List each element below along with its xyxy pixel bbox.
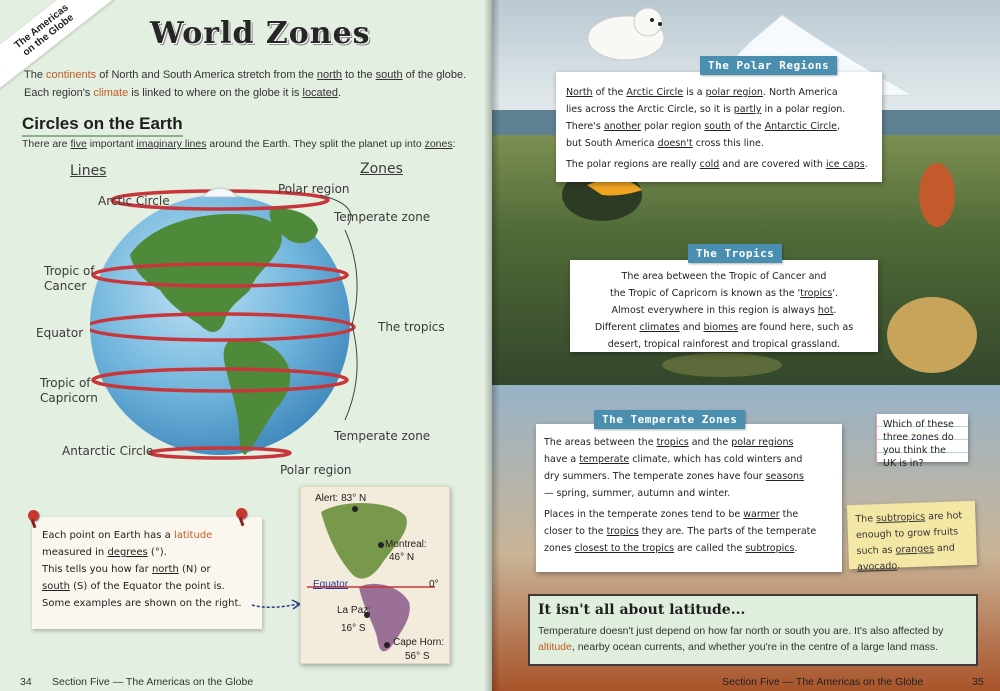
info-box-text: Temperature doesn't just depend on how far north or south you are. It's also affected by: [538, 625, 944, 637]
panel-text: dry summers. The temperate zones have four: [544, 471, 763, 482]
map-label-cape-horn: Cape Horn:: [393, 637, 445, 648]
keyword-biomes: biomes: [703, 322, 739, 333]
keyword-polar-region: polar region: [705, 87, 763, 98]
intro-text-part: of the globe.: [405, 69, 467, 81]
intro-text-part: Each region's: [24, 87, 91, 99]
panel-text: they are. The parts of the temperate: [641, 526, 817, 537]
map-label-montreal-lat: 46° N: [389, 552, 415, 563]
label-antarctic-circle: Antarctic Circle: [62, 444, 154, 458]
tropics-title: The Tropics: [688, 244, 782, 263]
note-text: (S) of the Equator the point is.: [73, 581, 225, 592]
keyword-polar-regions: polar regions: [731, 437, 794, 448]
keyword-oranges: oranges: [895, 543, 935, 556]
arrow-icon: [250, 598, 302, 612]
panel-text: but South America: [566, 138, 655, 149]
map-label-alert: Alert: 83° N: [315, 493, 367, 504]
panel-text: and: [682, 322, 701, 333]
keyword-closest-to-tropics: closest to the tropics: [574, 543, 675, 554]
latitude-note: [32, 517, 262, 629]
sticky-text: and: [936, 542, 956, 555]
panel-text: Places in the temperate zones tend to be: [544, 509, 741, 520]
label-arctic-circle: Arctic Circle: [98, 194, 170, 208]
label-temperate-zone-south: Temperate zone: [334, 429, 431, 443]
keyword-partly: partly: [733, 104, 762, 115]
note-text: Some examples are shown on the right.: [42, 598, 242, 609]
subtitle-part: :: [452, 138, 456, 150]
label-temperate-zone-north: Temperate zone: [334, 210, 431, 224]
map-label-montreal: Montreal:: [385, 539, 427, 550]
keyword-tropics: tropics: [800, 288, 833, 299]
panel-text: The area between the Tropic of Cancer and: [621, 271, 827, 282]
panel-text: Almost everywhere in this region is always: [611, 305, 815, 316]
pushpin-icon: [28, 510, 39, 521]
keyword-imaginary-lines: imaginary lines: [136, 138, 207, 150]
pushpin-icon: [236, 508, 247, 519]
intro-text-part: of North and South America stretch from the: [99, 69, 314, 81]
info-box-title: It isn't all about latitude...: [538, 602, 746, 618]
page-title: World Zones: [150, 16, 371, 51]
map-label-la-paz-lat: 16° S: [341, 623, 366, 634]
map-label-zero-degrees: 0°: [429, 579, 439, 590]
page-number-right: 35: [972, 676, 984, 688]
panel-text: and the: [691, 437, 729, 448]
footer-section-right: Section Five — The Americas on the Globe: [722, 676, 924, 688]
note-text: (°).: [150, 547, 167, 558]
info-box-text: , nearby ocean currents, and whether you're in the centre of a large land mass.: [571, 641, 939, 653]
panel-text: are found here, such as: [741, 322, 854, 333]
keyword-arctic-circle: Arctic Circle: [626, 87, 684, 98]
panel-text: desert, tropical rainforest and tropical grassland.: [607, 339, 841, 350]
page-number-left: 34: [20, 676, 32, 688]
panel-text: ,: [836, 121, 840, 132]
panel-text: .: [794, 543, 798, 554]
keyword-altitude: altitude: [538, 641, 572, 653]
keyword-subtropics: subtropics: [745, 543, 795, 554]
panel-text: polar region: [644, 121, 702, 132]
keyword-subtropics: subtropics: [875, 511, 926, 525]
panel-text: . North America: [762, 87, 838, 98]
panel-text: zones: [544, 543, 572, 554]
label-equator: Equator: [36, 326, 84, 340]
map-label-la-paz: La Paz:: [337, 605, 371, 616]
keyword-zones: zones: [424, 138, 453, 150]
zones-header: Zones: [360, 161, 403, 177]
subtitle-part: around the Earth. They split the planet up into: [209, 138, 422, 150]
tropics-panel: [570, 260, 878, 352]
note-text: (N) or: [181, 564, 211, 575]
intro-text-part: The: [24, 69, 43, 81]
map-label-cape-horn-lat: 56° S: [405, 651, 430, 662]
keyword-avocado: avocado: [856, 560, 898, 573]
book-gutter: [484, 0, 500, 691]
panel-text: There's: [566, 121, 601, 132]
keyword-five: five: [70, 138, 87, 150]
panel-text: closer to the: [544, 526, 604, 537]
intro-text-part: is linked to where on the globe it is: [131, 87, 300, 99]
label-the-tropics: The tropics: [378, 320, 445, 334]
panel-text: '.: [832, 288, 838, 299]
question-note: Which of these three zones do you think the UK is in?: [876, 414, 968, 462]
label-tropic-of-capricorn: Tropic of Capricorn: [40, 376, 98, 405]
sticky-text: are hot enough to grow fruits such as: [855, 510, 963, 557]
panel-text: lies across the Arctic Circle, so it is: [566, 104, 731, 115]
lines-header: Lines: [70, 163, 107, 179]
keyword-north: North: [566, 87, 593, 98]
keyword-antarctic-circle: Antarctic Circle: [764, 121, 837, 132]
label-polar-region-south: Polar region: [280, 463, 352, 477]
map-label-equator: Equator: [313, 579, 349, 590]
keyword-seasons: seasons: [765, 471, 804, 482]
keyword-another: another: [603, 121, 641, 132]
section-subtitle: [22, 138, 492, 150]
panel-text: The polar regions are really: [566, 159, 697, 170]
keyword-latitude: latitude: [173, 530, 213, 541]
keyword-cold: cold: [699, 159, 720, 170]
intro-text-part: .: [337, 87, 342, 99]
keyword-north: north: [316, 69, 342, 81]
panel-text: climate, which has cold winters and: [632, 454, 803, 465]
keyword-tropics: tropics: [606, 526, 639, 537]
panel-text: cross this line.: [695, 138, 764, 149]
panel-text: .: [833, 305, 837, 316]
globe-diagram: [90, 175, 370, 475]
corner-tab-label: The Americas on the Globe: [12, 2, 76, 59]
keyword-warmer: warmer: [743, 509, 780, 520]
keyword-tropics: tropics: [656, 437, 689, 448]
keyword-continents: continents: [46, 69, 97, 81]
sticky-text: .: [896, 560, 901, 572]
panel-text: are called the: [677, 543, 743, 554]
note-text: Each point on Earth has a: [42, 530, 171, 541]
panel-text: of the: [595, 87, 624, 98]
panel-text: the: [782, 509, 799, 520]
note-text: measured in: [42, 547, 105, 558]
temperate-zones-panel: [536, 424, 842, 572]
keyword-doesnt: doesn't: [657, 138, 693, 149]
keyword-climates: climates: [639, 322, 680, 333]
polar-bear-icon: [578, 4, 668, 64]
section-title: Circles on the Earth: [22, 114, 183, 137]
panel-text: of the: [733, 121, 762, 132]
subtitle-part: There are: [22, 138, 68, 150]
keyword-climate: climate: [93, 87, 129, 99]
keyword-degrees: degrees: [107, 547, 148, 558]
keyword-south: south: [375, 69, 403, 81]
label-polar-region-north: Polar region: [278, 182, 350, 196]
keyword-south: south: [42, 581, 70, 592]
intro-text: [24, 66, 474, 102]
panel-text: .: [864, 159, 868, 170]
panel-text: — spring, summer, autumn and winter.: [544, 488, 731, 499]
note-text: This tells you how far: [42, 564, 149, 575]
subtitle-part: important: [89, 138, 134, 150]
sticky-text: The: [855, 513, 874, 525]
panel-text: the Tropic of Capricorn is known as the ': [610, 288, 801, 299]
polar-regions-title: The Polar Regions: [700, 56, 837, 75]
temperate-zones-title: The Temperate Zones: [594, 410, 745, 429]
keyword-south: south: [704, 121, 731, 132]
panel-text: and are covered with: [722, 159, 823, 170]
footer-section-left: Section Five — The Americas on the Globe: [52, 676, 254, 688]
keyword-temperate: temperate: [579, 454, 630, 465]
label-tropic-of-cancer: Tropic of Cancer: [44, 264, 95, 293]
panel-text: have a: [544, 454, 577, 465]
panel-text: Different: [594, 322, 637, 333]
panel-text: The areas between the: [544, 437, 654, 448]
keyword-hot: hot: [817, 305, 834, 316]
polar-regions-panel: [556, 72, 882, 182]
keyword-ice-caps: ice caps: [825, 159, 865, 170]
intro-text-part: to the: [345, 69, 373, 81]
panel-text: is a: [686, 87, 703, 98]
subtropics-sticky-note: [847, 501, 977, 573]
americas-latitude-map: [300, 486, 450, 664]
keyword-north: north: [151, 564, 179, 575]
panel-text: in a polar region.: [764, 104, 846, 115]
latitude-info-box: [528, 594, 978, 666]
keyword-located: located: [302, 87, 338, 99]
